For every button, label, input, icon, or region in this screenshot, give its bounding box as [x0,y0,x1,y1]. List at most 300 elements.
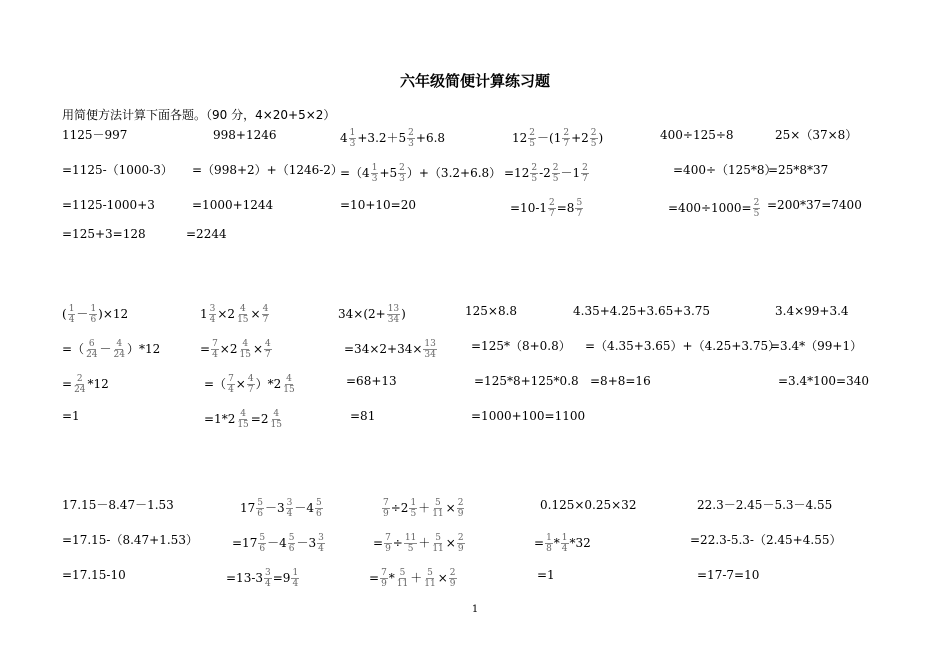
expression-text: ×2 [219,342,238,356]
expression-text: － [76,307,89,321]
fraction-denominator: 9 [381,579,387,589]
expression-text: +2 [571,131,589,145]
fraction [73,374,86,395]
expression-text: =3.4*100=340 [778,374,870,388]
fraction [423,568,436,589]
fraction [239,339,252,360]
fraction [431,498,444,519]
math-expression [768,163,828,177]
fraction-numerator: 4 [116,339,123,349]
fraction [552,163,560,184]
expression-text: =12 [504,166,530,180]
fraction-numerator: 2 [449,568,456,578]
expression-text: *32 [569,536,591,550]
fraction [256,498,264,519]
fraction [113,339,126,360]
math-expression [573,304,710,318]
math-expression [340,128,445,149]
fraction [407,128,415,149]
fraction-denominator: 6 [257,509,264,519]
fraction-numerator: 5 [399,568,406,578]
fraction [68,304,76,325]
expression-text: ×2 [217,307,236,321]
fraction-numerator: 5 [257,498,264,508]
math-expression [534,533,591,554]
fraction-denominator: 5 [552,174,559,184]
expression-text: =（ [204,377,227,391]
fraction [227,374,235,395]
fraction [282,374,295,395]
fraction [382,498,390,519]
expression-text: =25*8*37 [768,163,829,177]
fraction-numerator: 1 [561,533,568,543]
expression-text: －3 [296,536,317,550]
fraction-denominator: 3 [371,174,378,184]
expression-text: =1 [537,568,555,582]
fraction-denominator: 9 [449,579,456,589]
expression-text: ÷ [392,536,403,550]
math-expression [540,498,636,512]
fraction [236,409,249,430]
expression-text: * [553,536,560,550]
fraction-denominator: 3 [408,139,414,149]
expression-text: =（998+2）+（1246-2） [192,163,343,177]
fraction-numerator: 3 [265,568,271,578]
math-expression [346,374,397,388]
math-expression [200,304,270,325]
fraction-numerator: 2 [582,163,588,173]
expression-text: =10+10=20 [340,198,416,212]
expression-text: × [437,571,448,585]
fraction [262,304,270,325]
expression-text: 400÷125÷8 [660,128,734,142]
fraction-denominator: 4 [561,544,568,554]
fraction-numerator: 7 [381,568,387,578]
fraction-denominator: 7 [247,385,254,395]
page-title: 六年级简便计算练习题 [399,72,550,90]
expression-text: ＋ [410,571,423,585]
math-expression [350,409,375,423]
fraction [236,304,249,325]
math-expression [770,339,862,353]
fraction-denominator: 4 [212,350,218,360]
fraction-denominator: 7 [265,350,271,360]
expression-text: =125*8+125*0.8 [474,374,579,388]
fraction-numerator: 3 [318,533,324,543]
fraction [431,533,444,554]
fraction-numerator: 5 [435,498,441,508]
expression-text: =17 [232,536,258,550]
fraction-denominator: 3 [399,174,405,184]
expression-text: × [250,307,261,321]
expression-text: =1*2 [204,412,236,426]
fraction [315,498,323,519]
expression-text: =3.4*（99+1） [770,339,863,353]
fraction [291,568,299,589]
expression-text: = [534,536,545,550]
fraction-numerator: 11 [404,533,417,543]
math-expression [62,409,80,423]
fraction-denominator: 24 [74,385,86,395]
math-expression [373,533,466,554]
fraction-numerator: 1 [90,304,97,314]
fraction-denominator: 15 [237,420,249,430]
math-expression [344,339,438,360]
fraction [387,304,400,325]
fraction-numerator: 3 [209,304,216,314]
page-number: 1 [471,604,479,615]
expression-text: =34×2+34× [344,342,423,356]
math-expression [232,533,326,554]
fraction [562,128,570,149]
fraction-numerator: 4 [273,409,280,419]
fraction-numerator: 2 [457,498,464,508]
fraction-numerator: 2 [590,128,597,138]
fraction [398,163,406,184]
fraction-denominator: 4 [292,579,299,589]
expression-text: +6.8 [415,131,446,145]
fraction-denominator: 9 [383,509,389,519]
fraction [384,533,392,554]
math-expression [474,374,579,388]
fraction [85,339,98,360]
fraction [409,498,417,519]
expression-text: =（4.35+3.65）+（4.25+3.75） [585,339,781,353]
fraction-denominator: 9 [457,509,464,519]
fraction [530,163,538,184]
fraction-numerator: 5 [316,498,322,508]
fraction-numerator: 1 [68,304,75,314]
fraction-denominator: 6 [288,544,295,554]
fraction-denominator: 34 [387,315,400,325]
fraction-numerator: 1 [371,163,378,173]
fraction-denominator: 7 [563,139,570,149]
expression-text: ÷2 [390,501,409,515]
fraction [286,498,294,519]
fraction [380,568,388,589]
fraction-denominator: 6 [316,509,322,519]
expression-text: ）*12 [126,342,161,356]
expression-text: －3 [265,501,285,515]
fraction-numerator: 4 [265,339,271,349]
expression-text: =1000+100=1100 [471,409,586,423]
fraction-denominator: 15 [270,420,282,430]
math-expression [673,163,777,177]
math-expression [62,498,174,512]
fraction-denominator: 4 [228,385,234,395]
fraction-denominator: 11 [432,544,444,554]
math-expression [340,163,501,184]
expression-text: = [373,536,384,550]
fraction-denominator: 4 [209,315,216,325]
fraction [258,533,266,554]
expression-text: 17.15－8.47－1.53 [62,498,174,512]
math-expression [778,374,869,388]
expression-text: ) [401,307,406,321]
expression-text: * [388,571,395,585]
fraction-numerator: 2 [552,163,559,173]
expression-text: 125×8.8 [465,304,518,318]
fraction [575,198,583,219]
fraction-denominator: 3 [349,139,356,149]
math-expression [62,227,146,241]
math-expression [537,568,555,582]
fraction-denominator: 4 [265,579,271,589]
fraction-denominator: 4 [286,509,293,519]
fraction-numerator: 7 [212,339,218,349]
expression-text: 4 [340,131,348,145]
math-expression [338,304,406,325]
math-expression [62,533,198,547]
fraction [590,128,598,149]
math-expression [62,163,173,177]
expression-text: =81 [350,409,376,423]
fraction-numerator: 2 [753,198,760,208]
expression-text: =400÷1000= [668,201,752,215]
fraction [349,128,357,149]
fraction-numerator: 5 [576,198,583,208]
fraction-numerator: 4 [242,339,249,349]
expression-text: =（ [62,342,85,356]
expression-text: =13-3 [226,571,264,585]
fraction-denominator: 7 [576,209,583,219]
expression-text: =2244 [186,227,227,241]
expression-text: =17-7=10 [697,568,760,582]
fraction [209,304,217,325]
fraction-numerator: 1 [292,568,299,578]
math-expression [471,339,571,353]
math-expression [775,128,857,142]
fraction-numerator: 13 [424,339,436,349]
math-expression [62,339,160,360]
expression-text: 3.4×99+3.4 [775,304,849,318]
fraction-denominator: 24 [113,350,125,360]
math-expression [192,163,343,177]
fraction-numerator: 4 [239,304,246,314]
expression-text: =8+8=16 [590,374,651,388]
fraction-numerator: 5 [435,533,441,543]
math-expression [62,198,155,212]
fraction-numerator: 2 [399,163,405,173]
fraction-numerator: 2 [529,128,536,138]
expression-text: － [99,342,112,356]
math-expression [471,409,585,423]
expression-text: 1125－997 [62,128,128,142]
fraction-denominator: 11 [432,509,444,519]
fraction-numerator: 4 [286,374,292,384]
expression-text: = [369,571,380,585]
expression-text: ) [598,131,604,145]
expression-text: =2 [250,412,269,426]
expression-text: =（4 [340,166,370,180]
fraction-denominator: 7 [262,315,269,325]
fraction-numerator: 2 [563,128,570,138]
fraction-numerator: 5 [427,568,433,578]
fraction [211,339,219,360]
math-expression [465,304,517,318]
fraction-numerator: 13 [387,304,400,314]
fraction [753,198,761,219]
fraction [269,409,282,430]
fraction-numerator: 2 [408,128,414,138]
fraction [396,568,409,589]
math-expression [775,304,849,318]
fraction-numerator: 7 [385,533,391,543]
fraction-denominator: 8 [546,544,552,554]
math-expression [226,568,300,589]
math-expression [62,568,126,582]
fraction [545,533,553,554]
expression-text: －1 [560,166,581,180]
expression-text: = [200,342,211,356]
expression-text: 22.3－2.45－5.3－4.55 [697,498,833,512]
math-expression [62,128,127,142]
expression-text: *12 [87,377,109,391]
fraction-numerator: 1 [349,128,356,138]
expression-text: 25×（37×8） [775,128,858,142]
fraction [457,533,465,554]
math-expression [186,227,227,241]
fraction [561,533,569,554]
expression-text: 4.35+4.25+3.65+3.75 [573,304,711,318]
fraction-denominator: 5 [753,209,760,219]
math-expression [690,533,841,547]
math-expression [510,198,584,219]
fraction-denominator: 7 [582,174,588,184]
fraction [548,198,556,219]
expression-text: =200*37=7400 [767,198,862,212]
expression-text: －4 [267,536,287,550]
fraction [581,163,589,184]
math-expression [668,198,761,219]
expression-text: ＋ [418,536,431,550]
fraction-numerator: 5 [288,533,295,543]
expression-text: -2 [539,166,551,180]
fraction-denominator: 7 [549,209,555,219]
fraction-numerator: 2 [457,533,464,543]
fraction-denominator: 6 [259,544,266,554]
fraction-numerator: 1 [410,498,417,508]
math-expression [62,304,128,325]
expression-text: －4 [294,501,315,515]
math-expression [204,409,284,430]
math-expression [697,498,832,512]
math-expression [369,568,458,589]
math-expression [213,128,277,142]
fraction-numerator: 4 [262,304,269,314]
fraction-numerator: 6 [88,339,95,349]
expression-text: =1125-（1000-3） [62,163,173,177]
expression-text: =1000+1244 [192,198,274,212]
math-expression [504,163,590,184]
fraction [288,533,296,554]
fraction [247,374,255,395]
math-expression [62,374,109,395]
fraction-denominator: 9 [457,544,464,554]
expression-text: )×12 [98,307,129,321]
expression-text: 12 [512,131,528,145]
instructions: 用简便方法计算下面各题。（90 分，4×20+5×2） [62,108,336,122]
expression-text: =125+3=128 [62,227,146,241]
fraction-numerator: 7 [383,498,389,508]
fraction-numerator: 7 [228,374,234,384]
expression-text: ）*2 [255,377,282,391]
expression-text: =17.15-10 [62,568,126,582]
math-expression [767,198,862,212]
expression-text: －(1 [537,131,562,145]
expression-text: =68+13 [346,374,397,388]
math-expression [340,198,416,212]
fraction-numerator: 1 [546,533,552,543]
fraction-denominator: 4 [68,315,75,325]
fraction-numerator: 2 [76,374,83,384]
math-expression [204,374,297,395]
fraction-denominator: 15 [283,385,295,395]
expression-text: =10-1 [510,201,548,215]
fraction-denominator: 15 [239,350,251,360]
math-expression [697,568,759,582]
expression-text: =9 [272,571,291,585]
expression-text: × [252,342,264,356]
fraction-denominator: 5 [590,139,597,149]
fraction-numerator: 2 [549,198,555,208]
fraction [317,533,325,554]
math-expression [192,198,273,212]
expression-text: × [445,501,456,515]
expression-text: +3.2＋5 [357,131,407,145]
fraction-denominator: 15 [237,315,249,325]
fraction-denominator: 5 [410,509,417,519]
expression-text: =1 [62,409,80,423]
math-expression [590,374,651,388]
expression-text: 998+1246 [213,128,277,142]
expression-text: 0.125×0.25×32 [540,498,637,512]
fraction [404,533,417,554]
fraction-denominator: 5 [529,139,536,149]
expression-text: 34×(2+ [338,307,386,321]
expression-text: × [445,536,456,550]
fraction-numerator: 4 [240,409,246,419]
expression-text: ）+（3.2+6.8） [406,166,502,180]
fraction-denominator: 11 [396,579,409,589]
expression-text: +5 [379,166,398,180]
fraction-numerator: 4 [247,374,254,384]
math-expression [585,339,780,353]
fraction-numerator: 2 [531,163,538,173]
expression-text: 1 [200,307,208,321]
fraction [371,163,379,184]
fraction [449,568,457,589]
fraction [89,304,97,325]
expression-text: = [62,377,73,391]
math-expression [660,128,734,142]
fraction [457,498,465,519]
expression-text: =17.15-（8.47+1.53） [62,533,198,547]
math-expression [200,339,273,360]
fraction-numerator: 3 [286,498,293,508]
math-expression [512,128,603,149]
expression-text: =400÷（125*8） [673,163,777,177]
expression-text: 17 [240,501,256,515]
fraction-denominator: 5 [531,174,538,184]
expression-text: =22.3-5.3-（2.45+4.55） [690,533,842,547]
expression-text: ＋ [418,501,431,515]
fraction-denominator: 11 [424,579,436,589]
fraction-denominator: 5 [407,544,414,554]
fraction [264,339,272,360]
math-expression [240,498,324,519]
expression-text: =8 [556,201,575,215]
